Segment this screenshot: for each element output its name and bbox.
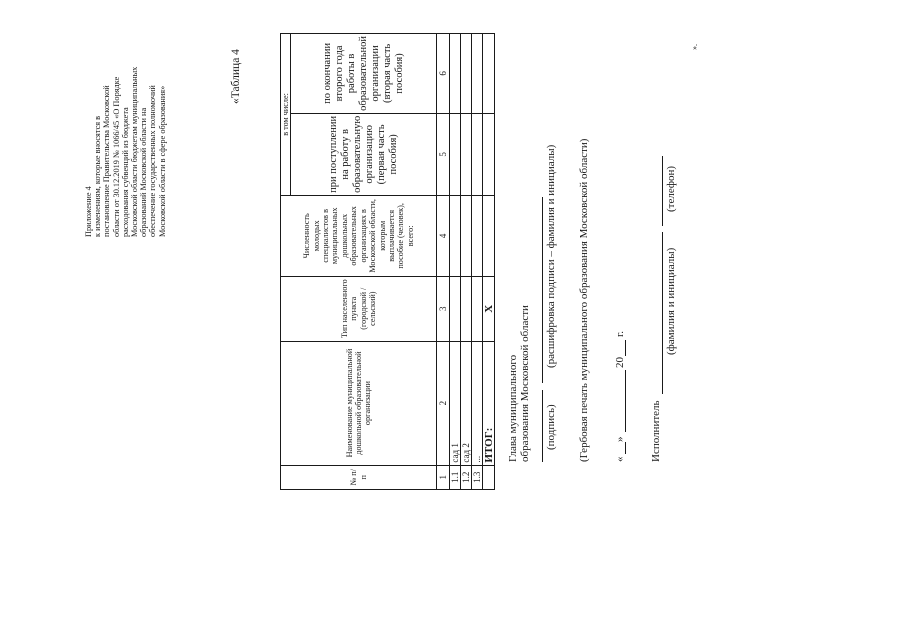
row-number: 1.3: [472, 465, 483, 489]
empty-cell: [472, 195, 483, 276]
date-close-quote: »: [614, 436, 626, 442]
header-count: Численность молодых специалистов в муниципальных дошкольных образовательных организациях в Московской области, которым выплачивается пособие (человек), всего:: [281, 195, 437, 276]
column-number: 2: [437, 341, 450, 465]
row-name: сад 1: [450, 341, 461, 465]
header-name: Наименование муниципальной дошкольной образовательной организации: [281, 341, 437, 465]
appendix-line: Московской области в сфере образования»: [157, 85, 167, 237]
header-first-part: при поступлении на работу в образовательную организацию (первая часть пособия): [291, 113, 437, 195]
date-year-suffix: г.: [614, 330, 626, 337]
appendix-line: расходования субвенций из бюджета: [120, 107, 130, 237]
executor-phone-line: [662, 156, 663, 226]
executor-label: Исполнитель: [650, 400, 662, 462]
empty-cell: [472, 34, 483, 114]
empty-cell: [450, 276, 461, 341]
empty-cell: [483, 465, 495, 489]
row-name: ...: [472, 341, 483, 465]
header-type: Тип населенного пункта (городской / сельский): [281, 276, 437, 341]
header-second-part: по окончании второго года работы в образовательной организации (вторая часть пособия): [291, 34, 437, 114]
empty-cell: [483, 34, 495, 114]
head-title-line2: образования Московской области: [519, 305, 531, 462]
table-header-row: [281, 34, 291, 490]
appendix-line: образований Московской области на: [139, 107, 149, 237]
empty-cell: [461, 113, 472, 195]
column-number: 3: [437, 276, 450, 341]
decode-caption: (расшифровка подписи – фамилия и инициалы): [545, 144, 557, 368]
row-number: 1.1: [450, 465, 461, 489]
appendix-line: области от 30.12.2019 № 1066/45 «О Порядке: [111, 76, 121, 237]
empty-cell: [461, 195, 472, 276]
signature-caption: (подпись): [545, 404, 557, 450]
date-month-line: [625, 370, 626, 432]
empty-cell: [450, 195, 461, 276]
date-year-line: [625, 340, 626, 356]
table-row: [450, 34, 461, 490]
total-row: [483, 34, 495, 490]
signature-line: [542, 390, 543, 462]
header-including: в том числе:: [281, 34, 291, 196]
total-label: ИТОГ:: [483, 341, 495, 465]
total-mark: X: [483, 276, 495, 341]
empty-cell: [483, 113, 495, 195]
empty-cell: [461, 34, 472, 114]
executor-name-caption: (фамилия и инициалы): [665, 247, 677, 355]
appendix-line: Московской области бюджетам муниципальных: [130, 66, 140, 237]
name-decode-line: [542, 197, 543, 383]
row-name: сад 2: [461, 341, 472, 465]
date-year-prefix: 20: [614, 357, 626, 368]
executor-phone-caption: (телефон): [665, 165, 677, 212]
appendix-line: к изменениям, которые вносятся в: [93, 115, 103, 237]
column-number: 6: [437, 34, 450, 114]
table-row: [472, 34, 483, 490]
column-number: 1: [437, 465, 450, 489]
seal-caption: (Гербовая печать муниципального образования Московской области): [578, 138, 590, 462]
head-title-line1: Глава муниципального: [507, 354, 519, 462]
column-number: 5: [437, 113, 450, 195]
column-number-row: [437, 34, 450, 490]
data-table: [280, 33, 495, 490]
empty-cell: [472, 113, 483, 195]
header-num: № п/п: [281, 465, 437, 489]
table-title: «Таблица 4: [230, 49, 242, 104]
executor-name-line: [662, 232, 663, 394]
date-day-line: [625, 442, 626, 454]
appendix-line: обеспечение государственных полномочий: [148, 85, 158, 237]
column-number: 4: [437, 195, 450, 276]
row-number: 1.2: [461, 465, 472, 489]
appendix-line: Приложение 4: [84, 186, 93, 237]
date-open-quote: «: [614, 456, 626, 462]
appendix-header: [84, 5, 167, 237]
appendix-line: постановление Правительства Московской: [102, 85, 112, 237]
empty-cell: [472, 276, 483, 341]
closing-quote-mark: ».: [690, 44, 699, 50]
empty-cell: [461, 276, 472, 341]
empty-cell: [450, 113, 461, 195]
empty-cell: [483, 195, 495, 276]
empty-cell: [450, 34, 461, 114]
table-row: [461, 34, 472, 490]
